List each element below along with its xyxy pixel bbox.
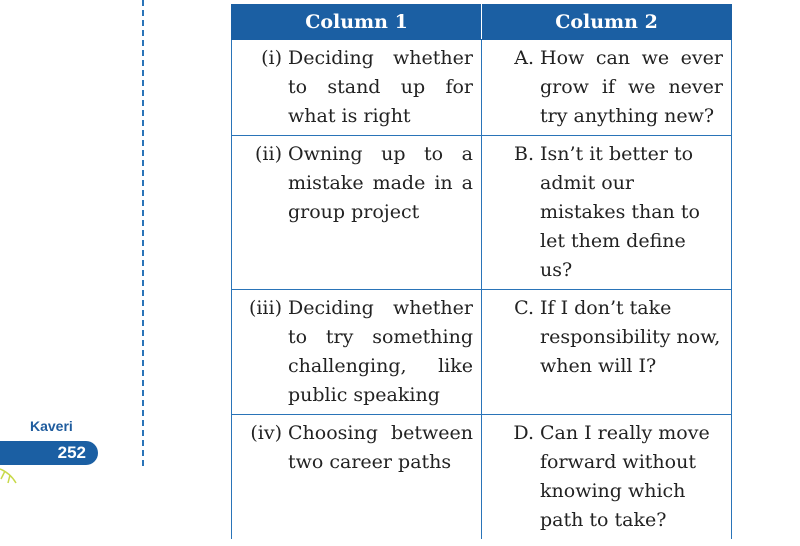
column-1-cell [232, 136, 482, 290]
table-row [232, 290, 732, 415]
column-2-cell [482, 136, 732, 290]
book-title: Kaveri [30, 418, 73, 434]
column-2-cell [482, 290, 732, 415]
table-header-row [232, 5, 732, 40]
option-text: Isn’t it better to admit our mistakes than to let them define us? [540, 143, 700, 281]
column-1-cell [232, 290, 482, 415]
option-marker: C. [514, 297, 534, 319]
option-text: If I don’t take responsibility now, when will I? [540, 297, 721, 377]
item-text: Owning up to a mistake made in a group project [288, 143, 473, 223]
page-number: 252 [57, 443, 86, 462]
item-marker: (iv) [250, 422, 282, 444]
item-text: Choosing between two career paths [288, 422, 473, 473]
table-row [232, 415, 732, 540]
column-2-cell [482, 40, 732, 136]
option-text: How can we ever grow if we never try anything new? [540, 47, 723, 127]
item-text: Deciding whether to stand up for what is right [288, 47, 473, 127]
item-marker: (ii) [255, 143, 282, 165]
option-marker: D. [513, 422, 534, 444]
item-marker: (i) [261, 47, 282, 69]
table-row [232, 40, 732, 136]
column-1-cell [232, 40, 482, 136]
item-text: Deciding whether to try something challenging, like public speaking [288, 297, 473, 406]
option-marker: A. [514, 47, 534, 69]
option-marker: B. [513, 143, 534, 165]
column-1-cell [232, 415, 482, 540]
column-2-cell [482, 415, 732, 540]
option-text: Can I really move forward without knowing which path to take? [540, 422, 710, 531]
item-marker: (iii) [248, 297, 282, 319]
margin-divider [142, 0, 144, 466]
table-row [232, 136, 732, 290]
page-number-badge [0, 441, 98, 465]
column-1-header: Column 1 [232, 5, 482, 40]
column-2-header: Column 2 [482, 5, 732, 40]
matching-table [231, 4, 732, 539]
